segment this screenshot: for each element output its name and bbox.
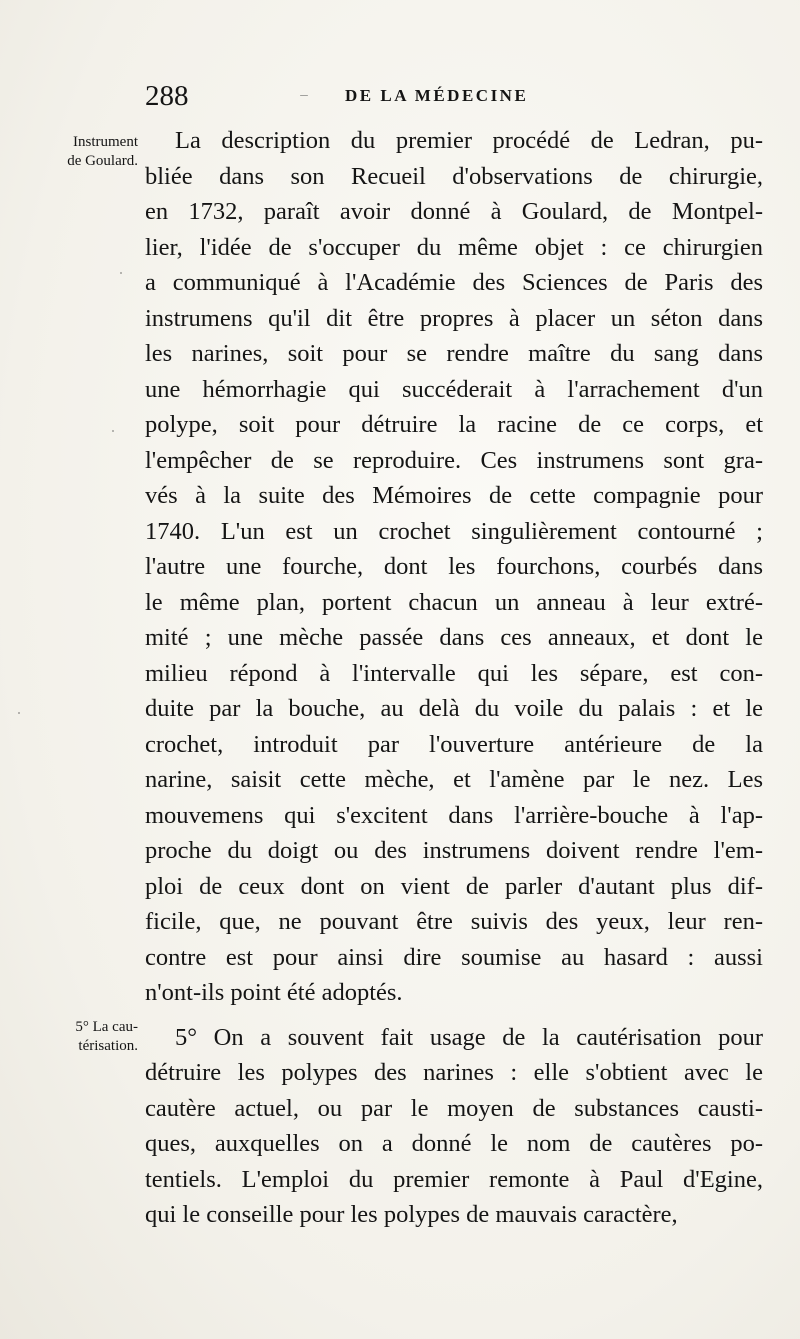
text-line: lier, l'idée de s'occuper du même objet : ce chirurgien [145, 233, 763, 261]
text-line: mouvemens qui s'excitent dans l'arrière-bouche à l'ap- [145, 801, 763, 829]
text-line: milieu répond à l'intervalle qui les sépare, est con- [145, 659, 763, 687]
text-line: 5° On a souvent fait usage de la cautérisation pour [175, 1023, 763, 1051]
paragraph [145, 123, 763, 1011]
text-line: crochet, introduit par l'ouverture antérieure de la [145, 730, 763, 758]
running-head: DE LA MÉDECINE [345, 86, 529, 105]
text-line: ficile, que, ne pouvant être suivis des yeux, leur ren- [145, 908, 763, 935]
margin-note-text: 5° La cau- térisation. [75, 1019, 138, 1054]
text-line: qui le conseille pour les polypes de mauvais caractère, [145, 1201, 678, 1228]
text-line: vés à la suite des Mémoires de cette compagnie pour [145, 482, 763, 509]
paper-speck [112, 430, 114, 432]
paper-speck [120, 272, 122, 274]
margin-note-goulard [26, 133, 138, 171]
text-line: a communiqué à l'Académie des Sciences de Paris des [145, 269, 763, 296]
text-line: proche du doigt ou des instrumens doivent rendre l'em- [145, 837, 763, 864]
text-line: une hémorrhagie qui succéderait à l'arrachement d'un [145, 375, 763, 403]
body-text [145, 123, 763, 1233]
margin-note-cauterisation [26, 1018, 138, 1056]
text-line: polype, soit pour détruire la racine de ce corps, et [145, 411, 763, 438]
page-number: 288 [145, 80, 189, 112]
text-line: en 1732, paraît avoir donné à Goulard, de Montpel- [145, 198, 763, 225]
text-line: mité ; une mèche passée dans ces anneaux, et dont le [145, 624, 763, 651]
text-line: l'empêcher de se reproduire. Ces instrumens sont gra- [145, 446, 763, 474]
paragraph-gap [145, 1011, 763, 1020]
text-line: ploi de ceux dont on vient de parler d'autant plus dif- [145, 872, 763, 900]
text-line: La description du premier procédé de Ledran, pu- [175, 127, 763, 154]
text-line: le même plan, portent chacun un anneau à leur extré- [145, 588, 763, 616]
text-line: narine, saisit cette mèche, et l'amène par le nez. Les [145, 766, 763, 793]
text-line: 1740. L'un est un crochet singulièrement contourné ; [145, 517, 763, 545]
text-line: contre est pour ainsi dire soumise au hasard : aussi [145, 943, 763, 971]
text-line: tentiels. L'emploi du premier remonte à Paul d'Egine, [145, 1165, 763, 1193]
margin-note-text: Instrument de Goulard. [67, 134, 138, 169]
text-line: les narines, soit pour se rendre maître du sang dans [145, 340, 763, 367]
text-line: détruire les polypes des narines : elle s'obtient avec le [145, 1059, 763, 1086]
text-line: n'ont-ils point été adoptés. [145, 979, 403, 1006]
paper-speck [18, 712, 20, 714]
text-line: l'autre une fourche, dont les fourchons, courbés dans [145, 553, 763, 580]
page-header [145, 80, 765, 116]
text-line: bliée dans son Recueil d'observations de chirurgie, [145, 162, 763, 190]
text-line: cautère actuel, ou par le moyen de substances causti- [145, 1094, 763, 1122]
text-line: ques, auxquelles on a donné le nom de cautères po- [145, 1130, 763, 1157]
text-line: duite par la bouche, au delà du voile du palais : et le [145, 695, 763, 722]
text-line: instrumens qu'il dit être propres à placer un séton dans [145, 304, 763, 332]
paragraph [145, 1020, 763, 1233]
